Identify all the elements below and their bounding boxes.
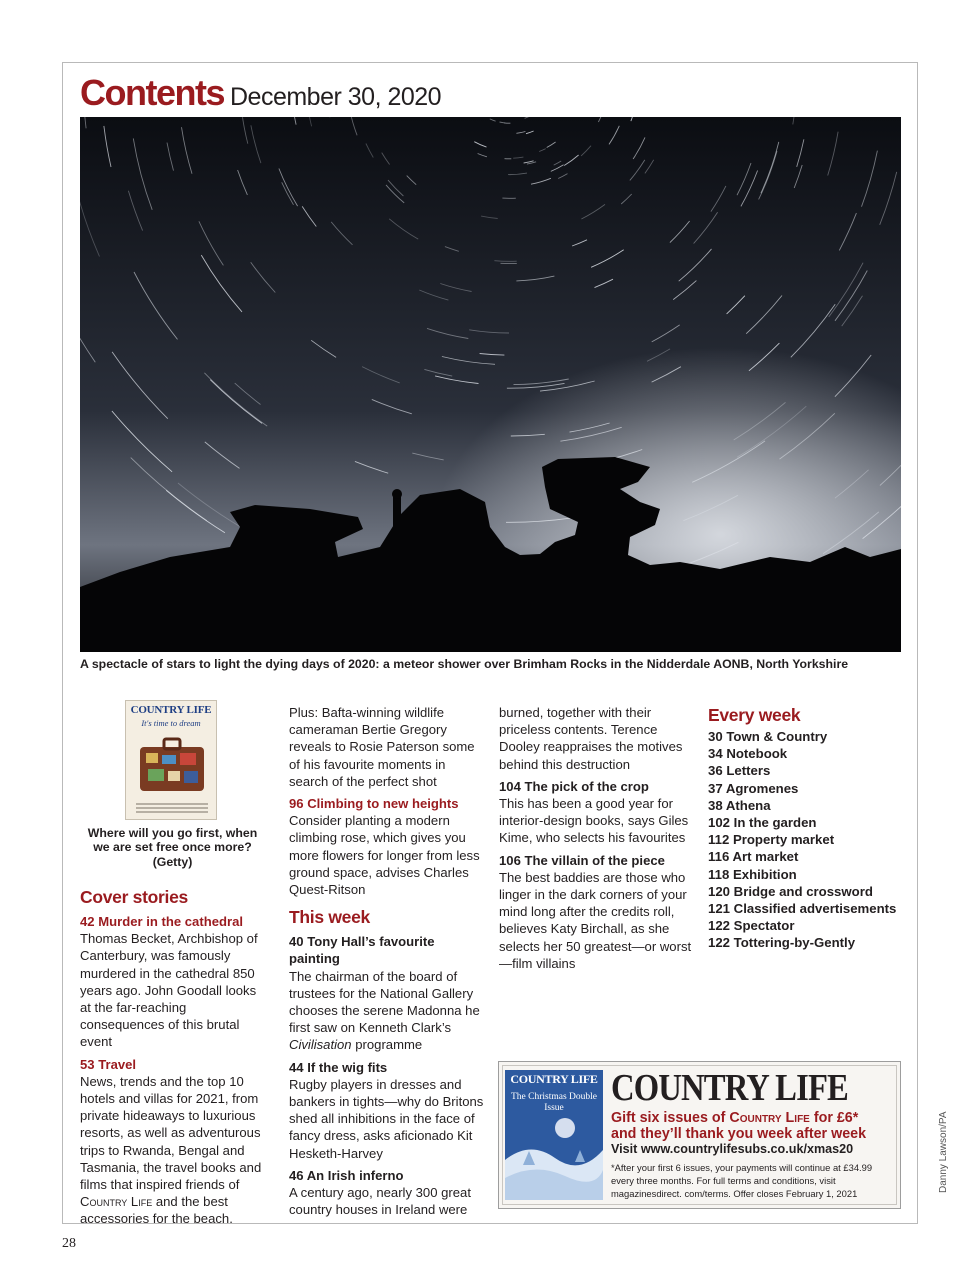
- story-title-irish[interactable]: 46 An Irish inferno: [289, 1167, 404, 1183]
- every-week-heading: Every week: [708, 705, 801, 725]
- ad-offer-a: Gift six issues of: [611, 1110, 726, 1126]
- story-title-pick-of-crop[interactable]: 104 The pick of the crop: [499, 778, 649, 794]
- ad-offer-b: for £6*: [813, 1110, 859, 1126]
- column-three: [499, 704, 695, 972]
- snowy-landscape-icon: [505, 1070, 603, 1200]
- ad-cover-image[interactable]: [505, 1070, 603, 1200]
- every-week-item[interactable]: 122 Tottering-by-Gently: [708, 935, 856, 951]
- story-body-murder: Thomas Becket, Archbishop of Canterbury, was famously murdered in the cathedral 850 years ago. John Goodall looks at the far-reaching consequences of this brutal event: [80, 931, 258, 1050]
- story-title-villain[interactable]: 106 The villain of the piece: [499, 852, 665, 868]
- every-week-item[interactable]: 38 Athena: [708, 797, 771, 813]
- ad-brand-logo: COUNTRY LIFE: [611, 1067, 848, 1109]
- every-week-item[interactable]: 30 Town & Country: [708, 729, 828, 744]
- every-week-section: [708, 704, 896, 952]
- cover-stories-column: [80, 886, 265, 1228]
- every-week-item[interactable]: 36 Letters: [708, 763, 771, 779]
- story-title-murder[interactable]: 42 Murder in the cathedral: [80, 914, 243, 929]
- every-week-item[interactable]: 102 In the garden: [708, 815, 817, 831]
- suitcase-icon: [126, 733, 217, 803]
- cover-thumbnail[interactable]: [125, 700, 217, 820]
- hero-photo: [80, 117, 901, 652]
- photo-caption: A spectacle of stars to light the dying days of 2020: a meteor shower over Brimham Rocks in the Nidderdale AONB, North Yorkshire: [80, 657, 849, 671]
- figure-silhouette: [393, 497, 401, 531]
- every-week-item[interactable]: 122 Spectator: [708, 918, 795, 934]
- ad-offer-line2: and they’ll thank you week after week: [611, 1126, 867, 1142]
- plus-text: Plus: Bafta-winning wildlife cameraman Bertie Gregory reveals to Rosie Paterson some of his favourite moments in search of the perfect shot: [289, 705, 475, 789]
- ad-terms: *After your first 6 issues, your payments will continue at £34.99 every three months. For full terms and conditions, visit magazinesdirect. com/terms. Offer closes February 1, 2021: [611, 1162, 873, 1199]
- story-body-tony-hall-b: programme: [355, 1037, 423, 1053]
- brand-name: Country Life: [80, 1194, 153, 1210]
- ad-cover-masthead: COUNTRY LIFE: [510, 1072, 598, 1086]
- masthead-title: Contents: [80, 72, 224, 113]
- story-title-climbing[interactable]: 96 Climbing to new heights: [289, 796, 459, 812]
- ad-url-link[interactable]: Visit www.countrylifesubs.co.uk/xmas20: [611, 1142, 854, 1156]
- cover-thumb-lines: [136, 801, 208, 813]
- story-body-pick-of-crop: This has been a good year for interior-design books, says Giles Kime, who selects his favourites: [499, 796, 689, 846]
- photo-credit: Danny Lawson/PA: [938, 1111, 949, 1193]
- cover-stories-heading: Cover stories: [80, 887, 188, 907]
- ad-cover-title: The Christmas Double Issue: [510, 1092, 597, 1113]
- masthead: [80, 72, 441, 114]
- every-week-item[interactable]: 120 Bridge and crossword: [708, 883, 873, 899]
- irish-continued: burned, together with their priceless contents. Terence Dooley reappraises the motives behind this destruction: [499, 705, 683, 772]
- story-body-irish: A century ago, nearly 300 great country houses in Ireland were: [289, 1185, 471, 1218]
- ad-offer-brand: Country Life: [729, 1110, 810, 1126]
- figure-head: [392, 489, 402, 499]
- story-body-climbing: Consider planting a modern climbing rose, which gives you more flowers for longer from less ground space, advises Charles Quest-Ritson: [289, 813, 480, 898]
- ad-offer: [611, 1110, 866, 1142]
- story-title-tony-hall[interactable]: 40 Tony Hall’s favourite painting: [289, 934, 435, 967]
- story-body-wig: Rugby players in dresses and bankers in tights—why do Britons shed all inhibitions in the face of fancy dress, asks aficionado Kit Hesketh-Harvey: [289, 1076, 484, 1161]
- every-week-item[interactable]: 34 Notebook: [708, 746, 788, 762]
- every-week-item[interactable]: 118 Exhibition: [708, 866, 797, 882]
- masthead-date: December 30, 2020: [230, 83, 442, 111]
- every-week-item[interactable]: 112 Property market: [708, 832, 835, 848]
- story-body-tony-hall: [289, 968, 485, 1054]
- cover-thumb-caption: Where will you go first, when we are set free once more? (Getty): [87, 826, 258, 869]
- story-title-travel[interactable]: 53 Travel: [80, 1056, 137, 1072]
- page-number: 28: [62, 1236, 76, 1251]
- column-two: [289, 704, 485, 1218]
- cover-thumb-masthead: COUNTRY LIFE: [130, 704, 212, 716]
- this-week-heading: This week: [289, 907, 370, 928]
- story-body-travel-b: and the best accessories for the beach.: [80, 1194, 233, 1227]
- every-week-item[interactable]: 37 Agromenes: [708, 780, 799, 796]
- star-trail-image: [80, 117, 901, 652]
- story-body-travel-a: News, trends and the top 10 hotels and villas for 2021, from private hideaways to luxurious resorts, as well as adventurous trips to Rwanda, Bengal and Tasmania, the travel books and films that inspired friends of: [80, 1073, 262, 1193]
- cover-thumb-tagline: It's time to dream: [141, 718, 201, 728]
- story-body-villain: The best baddies are those who linger in the dark corners of your mind long after the credits roll, believes Katy Birchall, as she selects her 50 greatest—or worst—film villains: [499, 869, 692, 971]
- every-week-item[interactable]: 116 Art market: [708, 849, 799, 865]
- story-body-tony-hall-a: The chairman of the board of trustees for the National Gallery chooses the serene Madonna he first saw on Kenneth Clark’s: [289, 968, 480, 1036]
- story-body-travel: [80, 1073, 265, 1228]
- every-week-item[interactable]: 121 Classified advertisements: [708, 901, 897, 917]
- story-title-wig[interactable]: 44 If the wig fits: [289, 1059, 388, 1075]
- story-body-tony-hall-em: Civilisation: [289, 1037, 352, 1053]
